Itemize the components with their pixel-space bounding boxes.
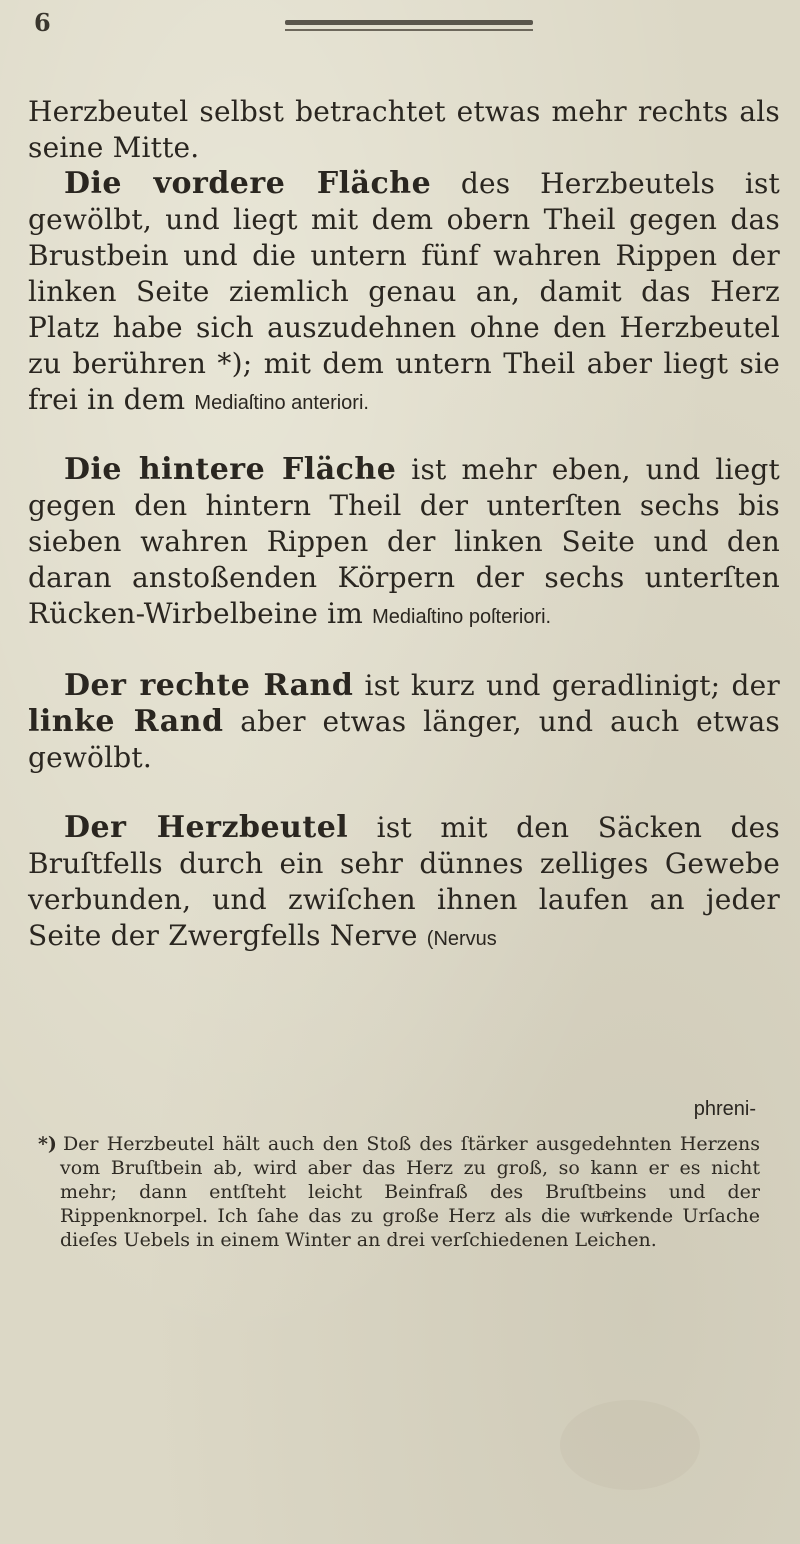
paragraph-3-latin: Mediaſtino poſteriori. [372,606,552,628]
paragraph-1-text: Herzbeutel selbst betrachtet etwas mehr rechts als seine Mitte. [28,95,780,164]
paragraph-4 [28,668,780,776]
paper-stain [560,1400,700,1490]
paragraph-1 [28,94,780,166]
paragraph-5 [28,810,780,957]
paragraph-4-lead: Der rechte Rand [64,668,354,703]
paragraph-4-text2: aber etwas länger, und auch etwas gewölbt. [28,705,780,774]
page-number: 6 [34,8,51,37]
footnote-mark: *) [38,1133,57,1155]
paragraph-5-lead: Der Herzbeutel [64,810,349,845]
paragraph-3-lead: Die hintere Fläche [64,452,397,487]
footnote [38,1132,760,1252]
paragraph-4-lead2: linke Rand [28,704,224,739]
paragraph-4-text: ist kurz und geradlinigt; der [353,669,781,702]
paragraph-3-text: ist mehr eben, und liegt gegen den hintern Theil der unterſten sechs bis sieben wahren Rippen der linken Seite und den daran anstoßenden Körpern der sechs unterſten Rücken-Wirbelbeine im [28,453,780,630]
paragraph-2-text: des Herzbeutels ist gewölbt, und liegt mit dem obern Theil gegen das Brustbein und die untern fünf wahren Rippen der linken Seite ziemlich genau an, damit das Herz Platz habe sich auszudehnen ohne den Herzbeutel zu berühren *); mit dem untern Theil aber liegt sie frei in dem [28,167,780,416]
paragraph-3 [28,452,780,635]
paragraph-2-latin: Mediaſtino anteriori. [194,392,369,414]
paragraph-2-lead: Die vordere Fläche [64,166,432,201]
paragraph-5-text: ist mit den Säcken des Bruſtfells durch ein sehr dünnes zelliges Gewebe verbunden, und zwiſchen ihnen laufen an jeder Seite der Zwergfells Nerve [28,811,780,952]
footnote-text: Der Herzbeutel hält auch den Stoß des ſtärker ausgedehnten Herzens vom Bruſtbein ab, wird aber das Herz zu groß, so kann er es nicht mehr; dann entſteht leicht Beinfraß des Bruſtbeins und der Rippenknorpel. Ich ſahe das zu große Herz als die wuͤrkende Urſache dieſes Uebels in einem Winter an drei verſchiedenen Leichen. [60,1133,760,1251]
catchword: phreni- [693,1098,756,1120]
paragraph-2 [28,166,780,421]
header-rule [285,20,533,25]
paragraph-5-latin: (Nervus [426,928,497,950]
